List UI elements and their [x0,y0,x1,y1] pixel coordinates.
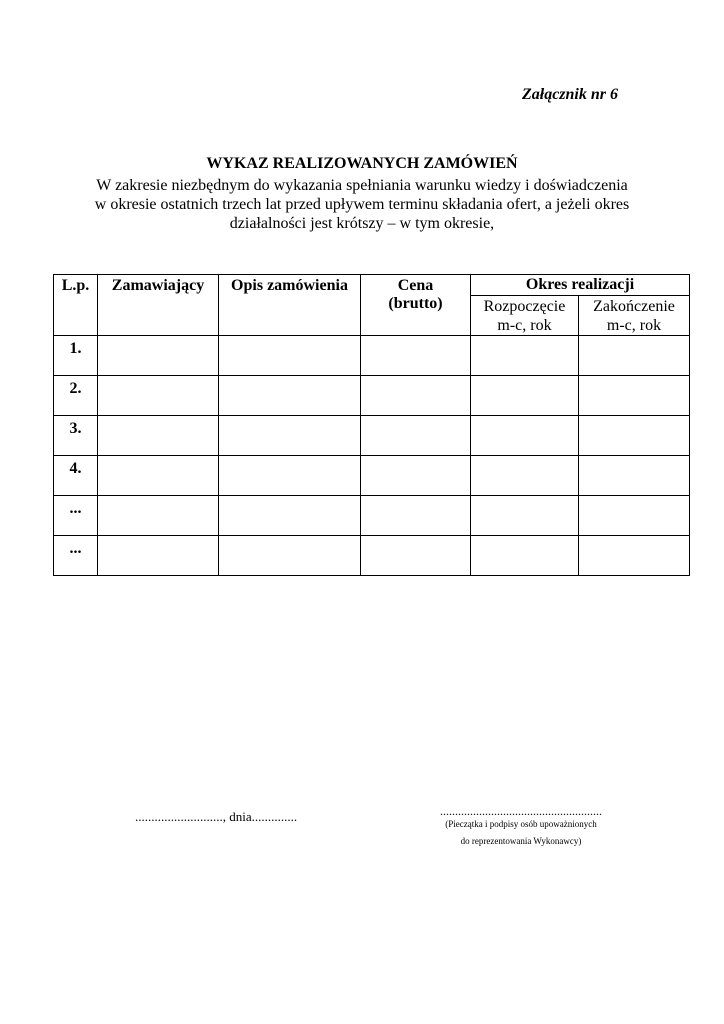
intro-text [60,176,664,233]
intro-line: w okresie ostatnich trzech lat przed upływem terminu składania ofert, a jeżeli okres [94,196,630,213]
row-number: 1. [54,336,98,376]
cell-client[interactable] [98,456,219,496]
header-price-line1: Cena [397,277,434,294]
intro-line [60,214,664,233]
table-row [54,456,690,496]
cell-start[interactable] [471,456,579,496]
header-period: Okres realizacji [471,275,690,296]
header-price [361,275,471,336]
cell-end[interactable] [579,416,690,456]
signature-caption-line1: (Pieczątka i podpisy osób upoważnionych [445,819,597,829]
header-client: Zamawiający [98,275,219,336]
cell-start[interactable] [471,336,579,376]
cell-client[interactable] [98,376,219,416]
signature-caption-line2: do reprezentowania Wykonawcy) [460,836,582,846]
cell-description[interactable] [219,456,361,496]
cell-description[interactable] [219,416,361,456]
cell-start[interactable] [471,496,579,536]
table-row [54,376,690,416]
document-title: WYKAZ REALIZOWANYCH ZAMÓWIEŃ [206,155,518,172]
orders-table [53,274,690,576]
header-description: Opis zamówienia [219,275,361,336]
cell-description[interactable] [219,376,361,416]
cell-description[interactable] [219,536,361,576]
intro-line-text: działalności jest krótszy – w tym okresie, [229,215,495,232]
row-number: 4. [54,456,98,496]
cell-end[interactable] [579,456,690,496]
cell-client[interactable] [98,536,219,576]
cell-start[interactable] [471,416,579,456]
header-end-line1: Zakończenie [593,298,675,315]
place-date-line: ..........................., dnia.............. [135,809,298,824]
cell-price[interactable] [361,376,471,416]
cell-price[interactable] [361,456,471,496]
cell-client[interactable] [98,496,219,536]
cell-end[interactable] [579,536,690,576]
cell-client[interactable] [98,336,219,376]
header-start-line2: m-c, rok [497,317,552,334]
table-row [54,416,690,456]
header-start-line1: Rozpoczęcie [483,298,566,315]
cell-price[interactable] [361,496,471,536]
intro-line: W zakresie niezbędnym do wykazania spełniania warunku wiedzy i doświadczenia [96,177,628,194]
cell-price[interactable] [361,336,471,376]
header-end-line2: m-c, rok [606,317,662,334]
cell-end[interactable] [579,496,690,536]
table-row [54,536,690,576]
signature-line: ...................................................... [440,804,602,818]
header-start [471,296,579,336]
header-end [579,296,690,336]
table-row [54,496,690,536]
row-number: 2. [54,376,98,416]
annex-label: Załącznik nr 6 [521,86,618,103]
row-number: 3. [54,416,98,456]
signature-block [436,805,606,848]
row-number: ... [54,496,98,536]
cell-price[interactable] [361,536,471,576]
cell-client[interactable] [98,416,219,456]
header-lp: L.p. [54,275,98,336]
cell-description[interactable] [219,336,361,376]
cell-start[interactable] [471,536,579,576]
table-row [54,336,690,376]
cell-end[interactable] [579,376,690,416]
cell-end[interactable] [579,336,690,376]
header-price-line2: (brutto) [388,295,443,312]
cell-start[interactable] [471,376,579,416]
cell-price[interactable] [361,416,471,456]
row-number: ... [54,536,98,576]
cell-description[interactable] [219,496,361,536]
